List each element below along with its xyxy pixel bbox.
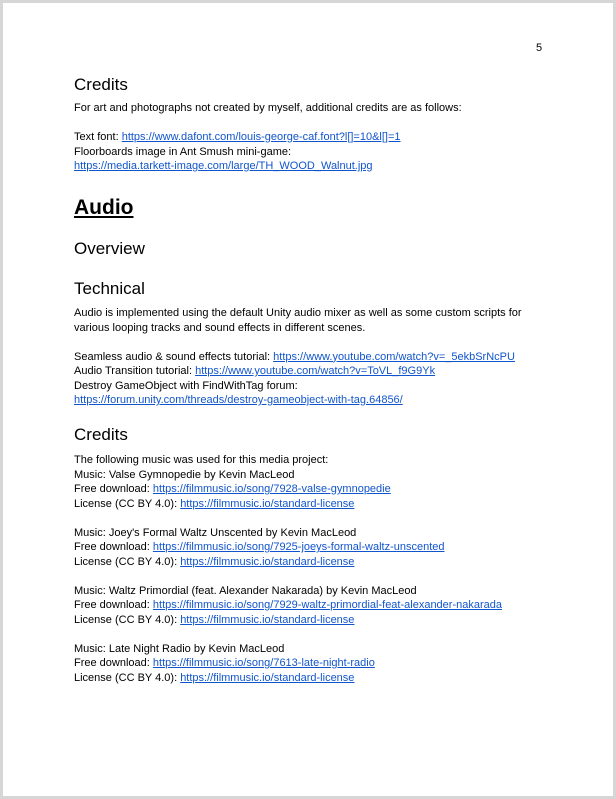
track-title: Music: Joey's Formal Waltz Unscented by Kevin MacLeod	[74, 526, 357, 539]
technical-block	[74, 306, 522, 408]
license-link[interactable]: https://filmmusic.io/standard-license	[180, 613, 355, 626]
seamless-label: Seamless audio & sound effects tutorial:	[74, 350, 274, 363]
destroy-link[interactable]: https://forum.unity.com/threads/destroy-gameobject-with-tag.64856/	[74, 394, 403, 406]
floor-credit-label: Floorboards image in Ant Smush mini-game:	[74, 145, 292, 158]
license-label: License (CC BY 4.0):	[74, 613, 181, 626]
overview-heading: Overview	[74, 239, 145, 258]
license-label: License (CC BY 4.0):	[74, 671, 181, 684]
license-link[interactable]: https://filmmusic.io/standard-license	[180, 497, 355, 510]
transition-label: Audio Transition tutorial:	[74, 365, 196, 377]
license-link[interactable]: https://filmmusic.io/standard-license	[180, 671, 355, 684]
download-link[interactable]: https://filmmusic.io/song/7613-late-night-radio	[152, 657, 375, 669]
seamless-link[interactable]: https://www.youtube.com/watch?v=_5ekbSrNcPU	[273, 350, 515, 363]
download-link[interactable]: https://filmmusic.io/song/7928-valse-gymnopedie	[152, 483, 391, 495]
download-link[interactable]: https://filmmusic.io/song/7929-waltz-primordial-feat-alexander-nakarada	[152, 599, 502, 611]
track-title: Music: Late Night Radio by Kevin MacLeod	[74, 642, 285, 655]
license-link[interactable]: https://filmmusic.io/standard-license	[180, 555, 355, 568]
transition-link[interactable]: https://www.youtube.com/watch?v=ToVL_f9G9Yk	[195, 365, 436, 377]
page-number: 5	[536, 42, 543, 54]
download-link[interactable]: https://filmmusic.io/song/7925-joeys-formal-waltz-unscented	[152, 541, 445, 553]
download-label: Free download:	[74, 541, 153, 553]
download-label: Free download:	[74, 657, 153, 669]
technical-text-line: Audio is implemented using the default Unity audio mixer as well as some custom scripts for	[74, 307, 522, 319]
destroy-label: Destroy GameObject with FindWithTag forum:	[74, 379, 298, 392]
track-title: Music: Waltz Primordial (feat. Alexander Nakarada) by Kevin MacLeod	[74, 584, 417, 597]
music-credits-heading: Credits	[74, 425, 128, 444]
floor-credit-link[interactable]: https://media.tarkett-image.com/large/TH_WOOD_Walnut.jpg	[74, 160, 373, 172]
font-credit-line	[74, 130, 462, 145]
art-credits-block	[74, 101, 462, 174]
license-label: License (CC BY 4.0):	[74, 497, 181, 510]
music-credits-block	[74, 453, 502, 685]
art-credits-heading: Credits	[74, 75, 128, 94]
download-label: Free download:	[74, 599, 153, 611]
download-label: Free download:	[74, 483, 153, 495]
font-credit-label: Text font:	[74, 131, 122, 143]
technical-text-line: various looping tracks and sound effects in different scenes.	[74, 321, 366, 334]
music-credits-intro: The following music was used for this media project:	[74, 454, 329, 466]
art-credits-intro: For art and photographs not created by myself, additional credits are as follows:	[74, 102, 462, 114]
document-page	[3, 3, 613, 796]
technical-heading: Technical	[74, 279, 145, 298]
track-title: Music: Valse Gymnopedie by Kevin MacLeod	[74, 468, 295, 481]
font-credit-link[interactable]: https://www.dafont.com/louis-george-caf.font?l[]=10&l[]=1	[121, 131, 401, 143]
license-label: License (CC BY 4.0):	[74, 555, 181, 568]
audio-title: Audio	[74, 196, 134, 219]
